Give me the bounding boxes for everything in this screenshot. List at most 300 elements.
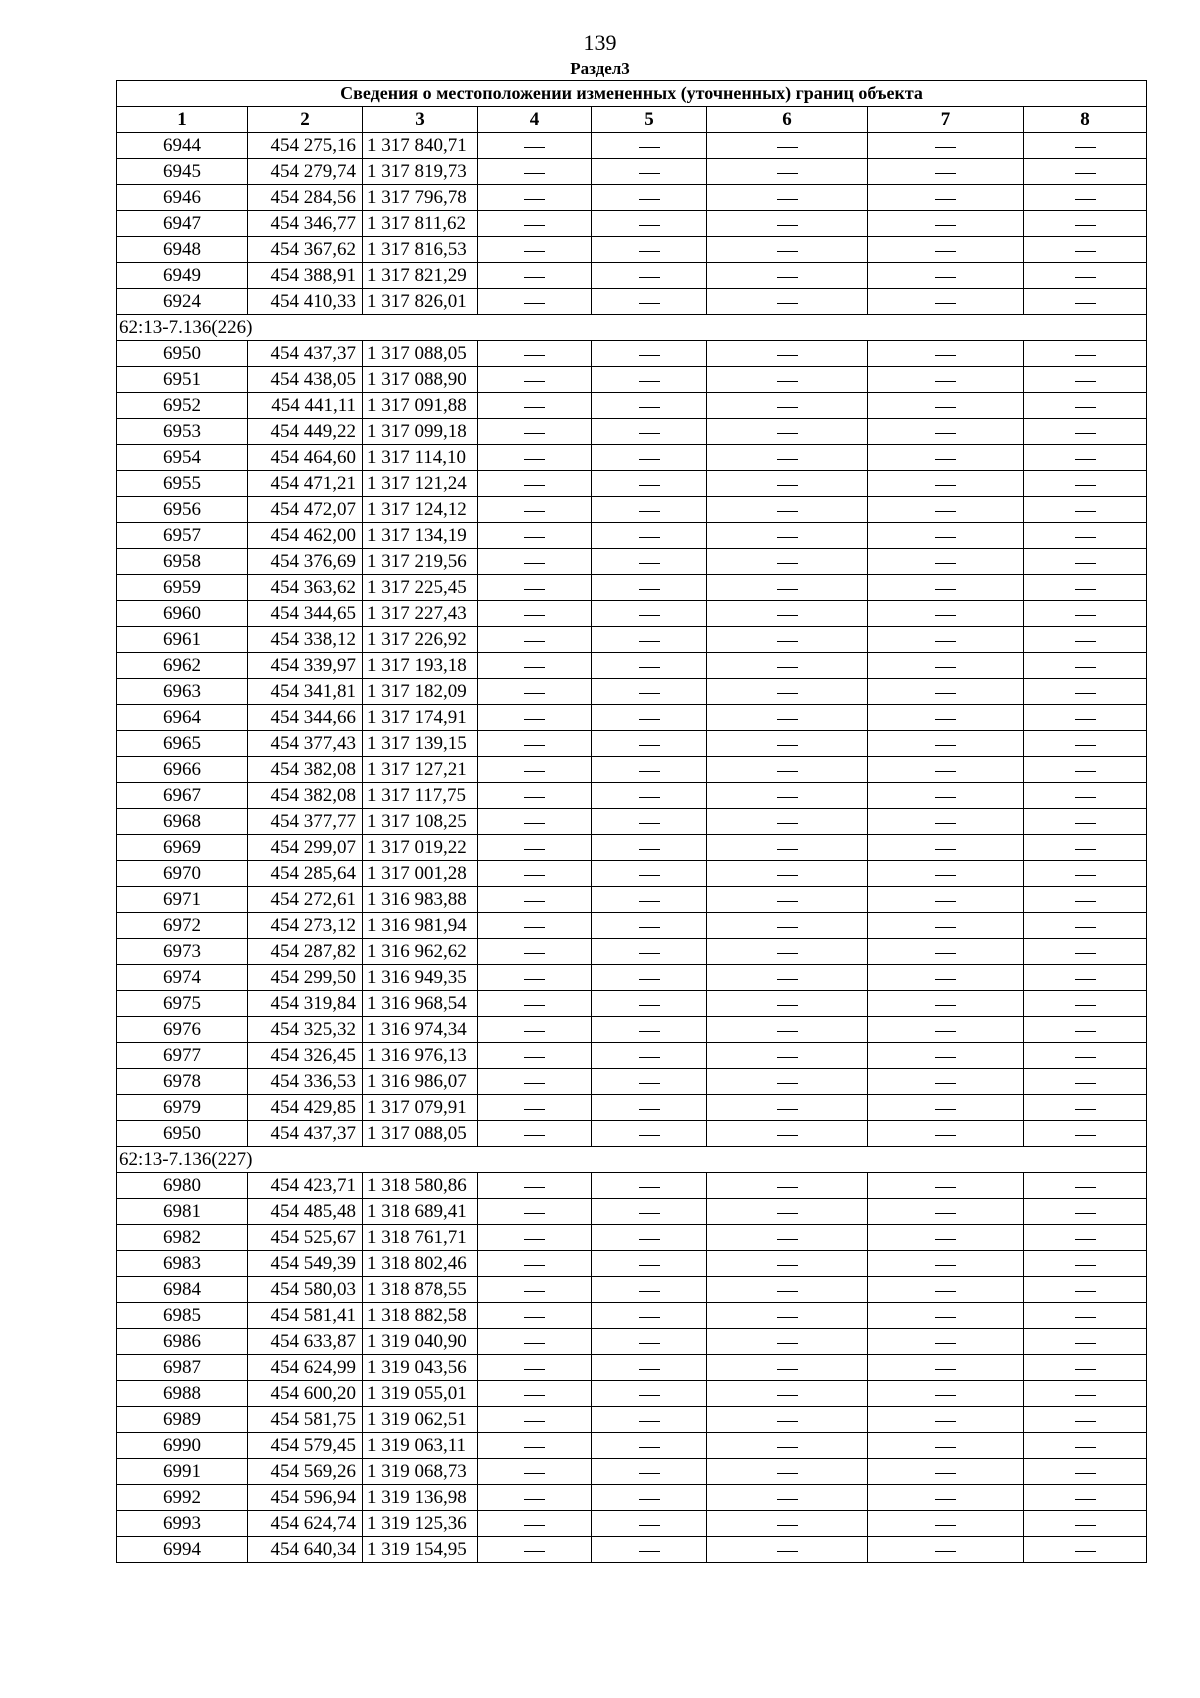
table-row	[117, 159, 1147, 185]
y-coordinate-cell: 1 317 001,28	[363, 861, 478, 887]
empty-cell-col-4	[478, 1537, 592, 1563]
dash-mark	[1075, 1135, 1096, 1136]
point-number-cell: 6962	[117, 653, 248, 679]
dash-mark	[639, 953, 660, 954]
dash-mark	[524, 667, 545, 668]
dash-mark	[935, 849, 956, 850]
dash-mark	[524, 511, 545, 512]
table-row	[117, 1329, 1147, 1355]
dash-mark	[639, 1473, 660, 1474]
empty-cell-col-7	[868, 1485, 1024, 1511]
dash-mark	[524, 1083, 545, 1084]
group-row	[117, 315, 1147, 341]
dash-mark	[1075, 1291, 1096, 1292]
y-coordinate-cell: 1 317 819,73	[363, 159, 478, 185]
dash-mark	[935, 485, 956, 486]
empty-cell-col-6	[707, 133, 868, 159]
empty-cell-col-8	[1024, 549, 1147, 575]
dash-mark	[777, 901, 798, 902]
dash-mark	[639, 693, 660, 694]
dash-mark	[524, 1213, 545, 1214]
dash-mark	[524, 771, 545, 772]
dash-mark	[639, 1057, 660, 1058]
dash-mark	[524, 823, 545, 824]
dash-mark	[639, 1291, 660, 1292]
dash-mark	[1075, 667, 1096, 668]
empty-cell-col-8	[1024, 1381, 1147, 1407]
table-row	[117, 1043, 1147, 1069]
dash-mark	[1075, 1239, 1096, 1240]
y-coordinate-cell: 1 317 124,12	[363, 497, 478, 523]
empty-cell-col-6	[707, 419, 868, 445]
y-coordinate-cell: 1 318 689,41	[363, 1199, 478, 1225]
table-row	[117, 263, 1147, 289]
empty-cell-col-5	[592, 757, 707, 783]
empty-cell-col-5	[592, 289, 707, 315]
empty-cell-col-6	[707, 1459, 868, 1485]
empty-cell-col-6	[707, 601, 868, 627]
empty-cell-col-5	[592, 1095, 707, 1121]
dash-mark	[524, 1317, 545, 1318]
empty-cell-col-6	[707, 1199, 868, 1225]
empty-cell-col-7	[868, 705, 1024, 731]
empty-cell-col-8	[1024, 1355, 1147, 1381]
y-coordinate-cell: 1 319 136,98	[363, 1485, 478, 1511]
x-coordinate-cell: 454 600,20	[248, 1381, 363, 1407]
table-row	[117, 1277, 1147, 1303]
x-coordinate-cell: 454 633,87	[248, 1329, 363, 1355]
empty-cell-col-6	[707, 1485, 868, 1511]
dash-mark	[1075, 381, 1096, 382]
x-coordinate-cell: 454 437,37	[248, 341, 363, 367]
table-row	[117, 731, 1147, 757]
parcel-group-label: 62:13-7.136(226)	[117, 315, 1147, 341]
x-coordinate-cell: 454 341,81	[248, 679, 363, 705]
dash-mark	[777, 1551, 798, 1552]
dash-mark	[524, 459, 545, 460]
dash-mark	[1075, 641, 1096, 642]
column-header-5: 5	[592, 107, 707, 133]
empty-cell-col-7	[868, 1329, 1024, 1355]
y-coordinate-cell: 1 318 882,58	[363, 1303, 478, 1329]
empty-cell-col-6	[707, 575, 868, 601]
dash-mark	[935, 511, 956, 512]
y-coordinate-cell: 1 316 983,88	[363, 887, 478, 913]
empty-cell-col-8	[1024, 1251, 1147, 1277]
y-coordinate-cell: 1 316 949,35	[363, 965, 478, 991]
dash-mark	[777, 875, 798, 876]
table-row	[117, 419, 1147, 445]
empty-cell-col-4	[478, 1043, 592, 1069]
y-coordinate-cell: 1 317 219,56	[363, 549, 478, 575]
dash-mark	[935, 1369, 956, 1370]
dash-mark	[935, 719, 956, 720]
point-number-cell: 6979	[117, 1095, 248, 1121]
empty-cell-col-8	[1024, 1277, 1147, 1303]
dash-mark	[524, 1109, 545, 1110]
empty-cell-col-7	[868, 549, 1024, 575]
dash-mark	[524, 563, 545, 564]
point-number-cell: 6972	[117, 913, 248, 939]
empty-cell-col-6	[707, 1407, 868, 1433]
dash-mark	[777, 511, 798, 512]
y-coordinate-cell: 1 316 968,54	[363, 991, 478, 1017]
point-number-cell: 6948	[117, 237, 248, 263]
empty-cell-col-7	[868, 341, 1024, 367]
dash-mark	[935, 1499, 956, 1500]
dash-mark	[524, 693, 545, 694]
dash-mark	[1075, 147, 1096, 148]
x-coordinate-cell: 454 275,16	[248, 133, 363, 159]
empty-cell-col-6	[707, 289, 868, 315]
empty-cell-col-6	[707, 523, 868, 549]
y-coordinate-cell: 1 319 068,73	[363, 1459, 478, 1485]
y-coordinate-cell: 1 316 974,34	[363, 1017, 478, 1043]
y-coordinate-cell: 1 317 088,90	[363, 367, 478, 393]
dash-mark	[1075, 823, 1096, 824]
dash-mark	[1075, 1369, 1096, 1370]
empty-cell-col-8	[1024, 627, 1147, 653]
dash-mark	[1075, 1551, 1096, 1552]
point-number-cell: 6958	[117, 549, 248, 575]
dash-mark	[777, 433, 798, 434]
table-row	[117, 237, 1147, 263]
dash-mark	[935, 1109, 956, 1110]
dash-mark	[639, 901, 660, 902]
empty-cell-col-7	[868, 1069, 1024, 1095]
dash-mark	[639, 303, 660, 304]
empty-cell-col-7	[868, 835, 1024, 861]
empty-cell-col-8	[1024, 1537, 1147, 1563]
dash-mark	[777, 771, 798, 772]
dash-mark	[777, 225, 798, 226]
empty-cell-col-4	[478, 1017, 592, 1043]
dash-mark	[639, 1551, 660, 1552]
empty-cell-col-4	[478, 861, 592, 887]
dash-mark	[524, 1135, 545, 1136]
empty-cell-col-6	[707, 783, 868, 809]
dash-mark	[777, 1525, 798, 1526]
dash-mark	[524, 225, 545, 226]
empty-cell-col-7	[868, 887, 1024, 913]
dash-mark	[639, 173, 660, 174]
dash-mark	[524, 1421, 545, 1422]
dash-mark	[524, 745, 545, 746]
empty-cell-col-6	[707, 263, 868, 289]
empty-cell-col-6	[707, 705, 868, 731]
x-coordinate-cell: 454 325,32	[248, 1017, 363, 1043]
empty-cell-col-7	[868, 367, 1024, 393]
dash-mark	[1075, 979, 1096, 980]
empty-cell-col-7	[868, 1277, 1024, 1303]
table-row	[117, 1537, 1147, 1563]
empty-cell-col-8	[1024, 757, 1147, 783]
dash-mark	[935, 563, 956, 564]
x-coordinate-cell: 454 471,21	[248, 471, 363, 497]
dash-mark	[639, 1499, 660, 1500]
point-number-cell: 6966	[117, 757, 248, 783]
dash-mark	[777, 1005, 798, 1006]
dash-mark	[639, 745, 660, 746]
point-number-cell: 6957	[117, 523, 248, 549]
empty-cell-col-7	[868, 445, 1024, 471]
empty-cell-col-5	[592, 523, 707, 549]
empty-cell-col-8	[1024, 783, 1147, 809]
y-coordinate-cell: 1 318 761,71	[363, 1225, 478, 1251]
x-coordinate-cell: 454 367,62	[248, 237, 363, 263]
empty-cell-col-6	[707, 1095, 868, 1121]
dash-mark	[1075, 1057, 1096, 1058]
dash-mark	[777, 589, 798, 590]
dash-mark	[935, 1265, 956, 1266]
dash-mark	[639, 719, 660, 720]
empty-cell-col-7	[868, 1251, 1024, 1277]
empty-cell-col-8	[1024, 1225, 1147, 1251]
dash-mark	[777, 355, 798, 356]
dash-mark	[1075, 1005, 1096, 1006]
dash-mark	[935, 277, 956, 278]
dash-mark	[639, 537, 660, 538]
empty-cell-col-4	[478, 1329, 592, 1355]
empty-cell-col-5	[592, 1043, 707, 1069]
dash-mark	[524, 1005, 545, 1006]
dash-mark	[777, 303, 798, 304]
y-coordinate-cell: 1 319 154,95	[363, 1537, 478, 1563]
y-coordinate-cell: 1 319 062,51	[363, 1407, 478, 1433]
dash-mark	[1075, 901, 1096, 902]
empty-cell-col-5	[592, 1511, 707, 1537]
empty-cell-col-5	[592, 965, 707, 991]
empty-cell-col-7	[868, 1511, 1024, 1537]
dash-mark	[1075, 407, 1096, 408]
dash-mark	[935, 199, 956, 200]
empty-cell-col-7	[868, 1173, 1024, 1199]
column-header-3: 3	[363, 107, 478, 133]
empty-cell-col-4	[478, 549, 592, 575]
point-number-cell: 6944	[117, 133, 248, 159]
empty-cell-col-6	[707, 1511, 868, 1537]
dash-mark	[1075, 1395, 1096, 1396]
dash-mark	[777, 251, 798, 252]
dash-mark	[935, 225, 956, 226]
point-number-cell: 6949	[117, 263, 248, 289]
dash-mark	[639, 381, 660, 382]
dash-mark	[777, 381, 798, 382]
table-row	[117, 861, 1147, 887]
dash-mark	[777, 1473, 798, 1474]
empty-cell-col-8	[1024, 263, 1147, 289]
point-number-cell: 6952	[117, 393, 248, 419]
empty-cell-col-8	[1024, 185, 1147, 211]
dash-mark	[935, 589, 956, 590]
dash-mark	[639, 1343, 660, 1344]
table-row	[117, 1381, 1147, 1407]
dash-mark	[524, 1525, 545, 1526]
x-coordinate-cell: 454 525,67	[248, 1225, 363, 1251]
table-row	[117, 1433, 1147, 1459]
point-number-cell: 6964	[117, 705, 248, 731]
y-coordinate-cell: 1 317 840,71	[363, 133, 478, 159]
table-row	[117, 939, 1147, 965]
dash-mark	[777, 1083, 798, 1084]
table-row	[117, 341, 1147, 367]
empty-cell-col-6	[707, 679, 868, 705]
dash-mark	[639, 1395, 660, 1396]
empty-cell-col-5	[592, 731, 707, 757]
x-coordinate-cell: 454 624,99	[248, 1355, 363, 1381]
empty-cell-col-6	[707, 939, 868, 965]
empty-cell-col-7	[868, 679, 1024, 705]
dash-mark	[935, 1421, 956, 1422]
point-number-cell: 6982	[117, 1225, 248, 1251]
empty-cell-col-7	[868, 1199, 1024, 1225]
dash-mark	[935, 797, 956, 798]
empty-cell-col-8	[1024, 1485, 1147, 1511]
dash-mark	[639, 1369, 660, 1370]
empty-cell-col-4	[478, 393, 592, 419]
empty-cell-col-6	[707, 1069, 868, 1095]
empty-cell-col-7	[868, 861, 1024, 887]
table-row	[117, 809, 1147, 835]
dash-mark	[639, 849, 660, 850]
x-coordinate-cell: 454 272,61	[248, 887, 363, 913]
point-number-cell: 6977	[117, 1043, 248, 1069]
y-coordinate-cell: 1 317 811,62	[363, 211, 478, 237]
empty-cell-col-4	[478, 185, 592, 211]
dash-mark	[777, 641, 798, 642]
dash-mark	[1075, 459, 1096, 460]
dash-mark	[935, 173, 956, 174]
table-row	[117, 1407, 1147, 1433]
x-coordinate-cell: 454 285,64	[248, 861, 363, 887]
table-row	[117, 1069, 1147, 1095]
empty-cell-col-6	[707, 1043, 868, 1069]
empty-cell-col-5	[592, 419, 707, 445]
dash-mark	[639, 251, 660, 252]
empty-cell-col-5	[592, 1303, 707, 1329]
empty-cell-col-5	[592, 445, 707, 471]
empty-cell-col-5	[592, 1225, 707, 1251]
x-coordinate-cell: 454 581,41	[248, 1303, 363, 1329]
dash-mark	[639, 1109, 660, 1110]
empty-cell-col-6	[707, 1537, 868, 1563]
dash-mark	[935, 1213, 956, 1214]
empty-cell-col-5	[592, 1407, 707, 1433]
empty-cell-col-8	[1024, 809, 1147, 835]
table-row	[117, 965, 1147, 991]
table-row	[117, 1017, 1147, 1043]
y-coordinate-cell: 1 317 796,78	[363, 185, 478, 211]
empty-cell-col-6	[707, 627, 868, 653]
empty-cell-col-7	[868, 913, 1024, 939]
empty-cell-col-6	[707, 1303, 868, 1329]
empty-cell-col-7	[868, 289, 1024, 315]
point-number-cell: 6971	[117, 887, 248, 913]
x-coordinate-cell: 454 596,94	[248, 1485, 363, 1511]
x-coordinate-cell: 454 464,60	[248, 445, 363, 471]
x-coordinate-cell: 454 579,45	[248, 1433, 363, 1459]
empty-cell-col-8	[1024, 965, 1147, 991]
table-header-row	[117, 107, 1147, 133]
empty-cell-col-5	[592, 497, 707, 523]
dash-mark	[639, 1005, 660, 1006]
x-coordinate-cell: 454 438,05	[248, 367, 363, 393]
empty-cell-col-5	[592, 809, 707, 835]
table-row	[117, 783, 1147, 809]
table-row	[117, 1173, 1147, 1199]
x-coordinate-cell: 454 437,37	[248, 1121, 363, 1147]
empty-cell-col-5	[592, 393, 707, 419]
dash-mark	[1075, 485, 1096, 486]
dash-mark	[524, 407, 545, 408]
table-caption-row	[117, 81, 1147, 107]
empty-cell-col-4	[478, 1407, 592, 1433]
dash-mark	[935, 667, 956, 668]
dash-mark	[639, 641, 660, 642]
dash-mark	[1075, 615, 1096, 616]
empty-cell-col-6	[707, 211, 868, 237]
empty-cell-col-8	[1024, 1173, 1147, 1199]
x-coordinate-cell: 454 624,74	[248, 1511, 363, 1537]
dash-mark	[777, 849, 798, 850]
dash-mark	[1075, 563, 1096, 564]
y-coordinate-cell: 1 316 976,13	[363, 1043, 478, 1069]
dash-mark	[639, 1317, 660, 1318]
empty-cell-col-7	[868, 1121, 1024, 1147]
dash-mark	[935, 537, 956, 538]
dash-mark	[524, 303, 545, 304]
empty-cell-col-5	[592, 783, 707, 809]
y-coordinate-cell: 1 317 091,88	[363, 393, 478, 419]
empty-cell-col-8	[1024, 939, 1147, 965]
empty-cell-col-6	[707, 1355, 868, 1381]
point-number-cell: 6955	[117, 471, 248, 497]
dash-mark	[639, 407, 660, 408]
table-row	[117, 523, 1147, 549]
point-number-cell: 6986	[117, 1329, 248, 1355]
empty-cell-col-5	[592, 341, 707, 367]
dash-mark	[777, 1213, 798, 1214]
table-row	[117, 1511, 1147, 1537]
dash-mark	[777, 1395, 798, 1396]
empty-cell-col-8	[1024, 835, 1147, 861]
empty-cell-col-7	[868, 783, 1024, 809]
page-number: 139	[583, 30, 617, 55]
x-coordinate-cell: 454 580,03	[248, 1277, 363, 1303]
dash-mark	[935, 251, 956, 252]
dash-mark	[777, 563, 798, 564]
dash-mark	[524, 355, 545, 356]
dash-mark	[524, 381, 545, 382]
dash-mark	[935, 1447, 956, 1448]
empty-cell-col-4	[478, 887, 592, 913]
y-coordinate-cell: 1 318 580,86	[363, 1173, 478, 1199]
empty-cell-col-8	[1024, 679, 1147, 705]
dash-mark	[777, 147, 798, 148]
empty-cell-col-8	[1024, 1329, 1147, 1355]
dash-mark	[777, 1421, 798, 1422]
empty-cell-col-7	[868, 497, 1024, 523]
empty-cell-col-8	[1024, 1017, 1147, 1043]
empty-cell-col-6	[707, 1433, 868, 1459]
dash-mark	[935, 1005, 956, 1006]
point-number-cell: 6946	[117, 185, 248, 211]
table-row	[117, 1459, 1147, 1485]
point-number-cell: 6967	[117, 783, 248, 809]
table-row	[117, 497, 1147, 523]
empty-cell-col-4	[478, 1459, 592, 1485]
x-coordinate-cell: 454 339,97	[248, 653, 363, 679]
